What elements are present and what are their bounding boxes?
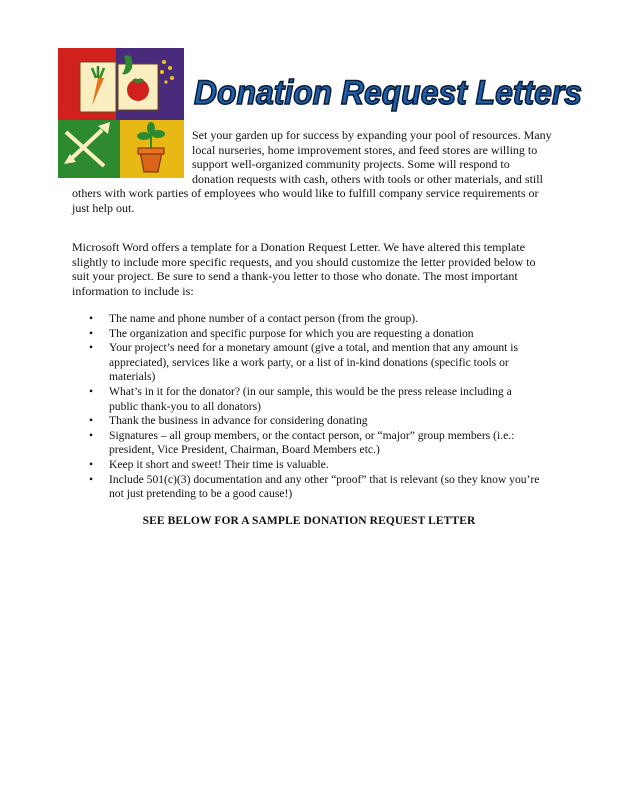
list-item: • What’s in it for the donator? (in our sample, this would be the press release including a public thank-you to all donators) <box>72 385 542 414</box>
list-item: • The name and phone number of a contact person (from the group). <box>72 312 542 327</box>
list-item: • Thank the business in advance for considering donating <box>72 414 542 429</box>
intro-paragraph <box>72 128 552 216</box>
info-bullet-list <box>72 312 542 502</box>
logo-wrap-spacer <box>72 128 192 186</box>
template-paragraph: Microsoft Word offers a template for a Donation Request Letter. We have altered this template slightly to include more specific requests, and you should customize the letter provided below to suit your project. Be sure to send a thank-you letter to those who donate. The most important information to include is: <box>72 240 536 298</box>
page-title-text: Donation Request Letters <box>194 74 582 112</box>
list-item: • Keep it short and sweet! Their time is valuable. <box>72 458 542 473</box>
page-title <box>190 62 590 122</box>
list-item: • Signatures – all group members, or the contact person, or “major” group members (i.e.: president, Vice President, Chairman, Board Members etc.) <box>72 429 542 458</box>
list-item: • Your project’s need for a monetary amount (give a total, and mention that any amount is appreciated), services like a work party, or a list of in-kind donations (specific tools or materials) <box>72 341 542 385</box>
intro-text: Set your garden up for success by expanding your pool of resources. Many local nurseries, home improvement stores, and feed stores are willing to support well-organized community projects. Some will respond to donation requests with cash, others with tools or other materials, and still others with work parties of employees who would like to fulfill company service requirements or just help out. <box>72 128 552 215</box>
sample-letter-notice: SEE BELOW FOR A SAMPLE DONATION REQUEST LETTER <box>142 515 476 527</box>
list-item: • The organization and specific purpose for which you are requesting a donation <box>72 327 542 342</box>
list-item: • Include 501(c)(3) documentation and any other “proof” that is relevant (so they know you’re not just pretending to be a good cause!) <box>72 473 542 502</box>
